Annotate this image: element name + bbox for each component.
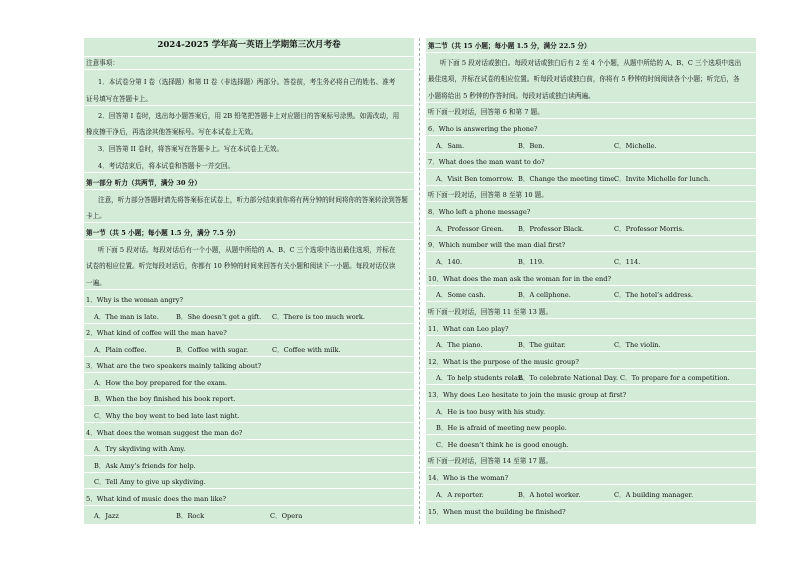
instruction-6-7: 听下面一段对话，回答第 6 和第 7 题。 (428, 108, 544, 116)
q11-option-b: B．The guitar. (518, 341, 566, 349)
question-9: 9．Which number will the man dial first? (428, 241, 566, 249)
instruction-11-13: 听下面一段对话，回答第 11 至第 13 题。 (428, 308, 553, 316)
notice-1a: 1．本试卷分第 I 卷（选择题）和第 II 卷（非选择题）两部分。答卷前，考生务必将自己的姓名、准考 (98, 78, 396, 86)
q9-option-c: C．114. (614, 258, 641, 266)
notice-heading: 注意事项： (86, 59, 119, 67)
question-11: 11．What can Leo play? (428, 325, 509, 333)
q8-option-b: B．Professor Black. (518, 225, 584, 233)
q3-option-a: A．How the boy prepared for the exam. (94, 379, 227, 387)
section1-desc-a: 听下面 5 段对话。每段对话后有一个小题，从题中所给的 A、B、C 三个选项中选出最佳选项，并标在 (98, 246, 396, 254)
section1-desc-b: 试卷的相应位置。听完每段对话后，你都有 10 秒钟的时间来回答有关小题和阅读下一小题。每段对话仅读 (86, 262, 396, 270)
q9-option-b: B．119. (518, 258, 545, 266)
question-15: 15．When must the building be finished? (428, 508, 566, 516)
question-4: 4．What does the woman suggest the man do? (86, 429, 243, 437)
q8-option-c: C．Professor Morris. (614, 225, 685, 233)
q1-option-a: A．The man is late. (94, 313, 159, 321)
question-5: 5．What kind of music does the man like? (86, 495, 227, 503)
q10-option-a: A．Some cash. (436, 291, 486, 299)
q5-option-a: A．Jazz (94, 512, 119, 520)
q4-option-a: A．Try skydiving with Amy. (94, 445, 186, 453)
q6-option-b: B．Ben. (518, 142, 545, 150)
instruction-14-17: 听下面一段对话，回答第 14 至第 17 题。 (428, 457, 553, 465)
section2-desc-c: 小题将给出 5 秒钟的作答时间。每段对话或独白读两遍。 (428, 92, 595, 100)
q14-option-b: B．A hotel worker. (518, 491, 581, 499)
notice-1b: 证号填写在答题卡上。 (86, 95, 152, 103)
part1-desc-b: 卡上。 (86, 212, 106, 220)
q7-option-b: B．Change the meeting time. (518, 175, 617, 183)
notice-2b: 橡皮擦干净后，再选涂其他答案标号。写在本试卷上无效。 (86, 128, 258, 136)
q5-option-c: C．Opera (270, 512, 303, 520)
q2-option-c: C．Coffee with milk. (272, 346, 341, 354)
q10-option-c: C．The hotel’s address. (614, 291, 694, 299)
q11-option-c: C．The violin. (614, 341, 661, 349)
q4-option-b: B．Ask Amy’s friends for help. (94, 462, 196, 470)
notice-3: 3．回答第 II 卷时，将答案写在答题卡上。写在本试卷上无效。 (98, 145, 284, 153)
part1-desc-a: 注意，听力部分答题时请先将答案标在试卷上，听力部分结束前你将有两分钟的时间将你的答案转涂到答题 (98, 196, 408, 204)
column-separator (419, 38, 420, 524)
notice-4: 4．考试结束后，将本试卷和答题卡一并交回。 (98, 162, 235, 170)
q6-option-c: C．Michelle. (614, 142, 657, 150)
section1-desc-c: 一遍。 (86, 279, 106, 287)
q12-option-b: B．To celebrate National Day. (518, 374, 618, 382)
part1-heading: 第一部分 听力（共两节，满分 30 分） (86, 179, 201, 187)
question-13: 13．Why does Leo hesitate to join the music group at first? (428, 391, 627, 399)
q9-option-a: A．140. (436, 258, 463, 266)
q8-option-a: A．Professor Green. (436, 225, 504, 233)
q3-option-c: C．Why the boy went to bed late last night. (94, 412, 240, 420)
q13-option-c: C．He doesn’t think he is good enough. (436, 441, 569, 449)
notice-2a: 2．回答第 I 卷时，选出每小题答案后，用 2B 铅笔把答题卡上对应题目的答案标号涂黑。如需改动，用 (98, 112, 400, 120)
q11-option-a: A．The piano. (436, 341, 483, 349)
page-title: 2024-2025 学年高一英语上学期第三次月考卷 (157, 40, 341, 50)
q13-option-b: B．He is afraid of meeting new people. (436, 424, 567, 432)
q12-option-a: A．To help students relax. (436, 374, 524, 382)
q14-option-a: A．A reporter. (436, 491, 484, 499)
section2-heading: 第二节（共 15 小题；每小题 1.5 分，满分 22.5 分） (428, 42, 591, 50)
q14-option-c: C．A building manager. (614, 491, 694, 499)
section2-desc-b: 最佳选项，并标在试卷的相应位置。听每段对话或独白前，你将有 5 秒钟的时间阅读各个小题；听完后，各 (428, 75, 740, 83)
left-column (84, 38, 414, 524)
q1-option-b: B．She doesn’t get a gift. (176, 313, 262, 321)
instruction-8-10: 听下面一段对话，回答第 8 至第 10 题。 (428, 191, 548, 199)
question-2: 2．What kind of coffee will the man have? (86, 329, 227, 337)
section2-desc-a: 听下面 5 段对话或独白。每段对话或独白后有 2 至 4 个小题，从题中所给的 A、B、C 三个选项中选出 (440, 59, 742, 67)
q4-option-c: C．Tell Amy to give up skydiving. (94, 478, 206, 486)
q2-option-b: B．Coffee with sugar. (176, 346, 249, 354)
question-8: 8．Who left a phone message? (428, 208, 531, 216)
question-1: 1．Why is the woman angry? (86, 296, 184, 304)
right-column (426, 38, 756, 524)
section1-heading: 第一节（共 5 小题；每小题 1.5 分，满分 7.5 分） (86, 229, 240, 237)
question-7: 7．What does the man want to do? (428, 158, 545, 166)
q12-option-c: C．To prepare for a competition. (620, 374, 730, 382)
q2-option-a: A．Plain coffee. (94, 346, 147, 354)
q5-option-b: B．Rock (176, 512, 205, 520)
q6-option-a: A．Sam. (436, 142, 465, 150)
q7-option-c: C．Invite Michelle for lunch. (614, 175, 711, 183)
q7-option-a: A．Visit Ben tomorrow. (436, 175, 514, 183)
question-3: 3．What are the two speakers mainly talking about? (86, 362, 262, 370)
question-6: 6．Who is answering the phone? (428, 125, 538, 133)
question-10: 10．What does the man ask the woman for in the end? (428, 275, 612, 283)
q10-option-b: B．A cellphone. (518, 291, 571, 299)
q13-option-a: A．He is too busy with his study. (436, 408, 546, 416)
question-14: 14．Who is the woman? (428, 474, 509, 482)
question-12: 12．What is the purpose of the music group? (428, 358, 579, 366)
q1-option-c: C．There is too much work. (272, 313, 366, 321)
q3-option-b: B．When the boy finished his book report. (94, 395, 236, 403)
